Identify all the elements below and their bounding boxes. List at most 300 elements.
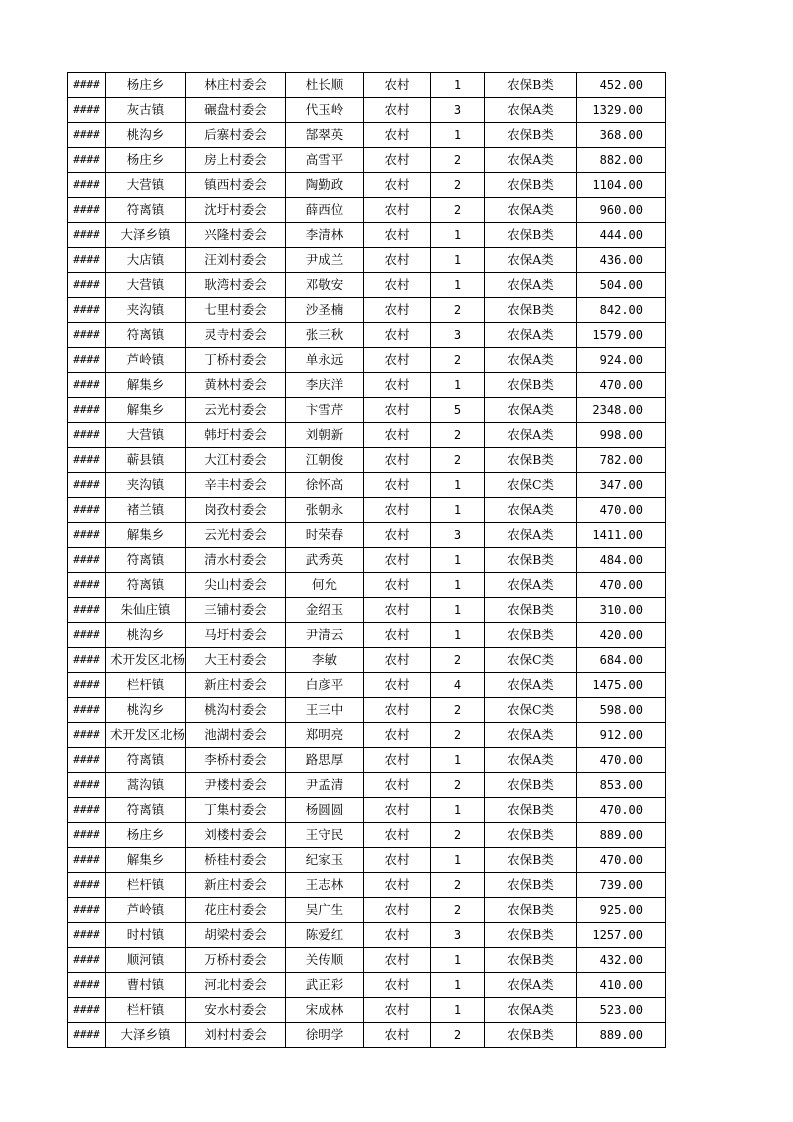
type-cell: 农村: [364, 873, 431, 898]
table-row: [68, 723, 666, 748]
town-cell: 曹村镇: [106, 973, 186, 998]
category-cell: 农保B类: [485, 223, 577, 248]
category-cell: 农保A类: [485, 498, 577, 523]
name-cell: 金绍玉: [286, 598, 364, 623]
category-cell: 农保A类: [485, 398, 577, 423]
table-row: [68, 923, 666, 948]
table-row: [68, 398, 666, 423]
category-cell: 农保A类: [485, 523, 577, 548]
type-cell: 农村: [364, 398, 431, 423]
amount-cell: 912.00: [577, 723, 666, 748]
table-row: [68, 748, 666, 773]
count-cell: 2: [431, 423, 485, 448]
category-cell: 农保A类: [485, 748, 577, 773]
row-id-cell: ####: [68, 148, 106, 173]
name-cell: 武秀英: [286, 548, 364, 573]
amount-cell: 470.00: [577, 748, 666, 773]
category-cell: 农保A类: [485, 323, 577, 348]
row-id-cell: ####: [68, 198, 106, 223]
table-row: [68, 98, 666, 123]
table-row: [68, 73, 666, 98]
type-cell: 农村: [364, 548, 431, 573]
village-cell: 花庄村委会: [186, 898, 286, 923]
count-cell: 3: [431, 523, 485, 548]
row-id-cell: ####: [68, 948, 106, 973]
village-cell: 刘楼村委会: [186, 823, 286, 848]
row-id-cell: ####: [68, 598, 106, 623]
town-cell: 蒿沟镇: [106, 773, 186, 798]
category-cell: 农保B类: [485, 373, 577, 398]
row-id-cell: ####: [68, 248, 106, 273]
name-cell: 杜长顺: [286, 73, 364, 98]
table-row: [68, 423, 666, 448]
table-row: [68, 623, 666, 648]
name-cell: 单永远: [286, 348, 364, 373]
category-cell: 农保C类: [485, 473, 577, 498]
town-cell: 芦岭镇: [106, 898, 186, 923]
row-id-cell: ####: [68, 798, 106, 823]
category-cell: 农保B类: [485, 623, 577, 648]
amount-cell: 782.00: [577, 448, 666, 473]
amount-cell: 1329.00: [577, 98, 666, 123]
town-cell: 杨庄乡: [106, 823, 186, 848]
count-cell: 1: [431, 373, 485, 398]
table-row: [68, 123, 666, 148]
table-row: [68, 573, 666, 598]
type-cell: 农村: [364, 298, 431, 323]
row-id-cell: ####: [68, 698, 106, 723]
row-id-cell: ####: [68, 323, 106, 348]
row-id-cell: ####: [68, 623, 106, 648]
category-cell: 农保B类: [485, 798, 577, 823]
type-cell: 农村: [364, 148, 431, 173]
amount-cell: 368.00: [577, 123, 666, 148]
count-cell: 1: [431, 248, 485, 273]
row-id-cell: ####: [68, 573, 106, 598]
row-id-cell: ####: [68, 398, 106, 423]
table-row: [68, 848, 666, 873]
amount-cell: 432.00: [577, 948, 666, 973]
name-cell: 宋成林: [286, 998, 364, 1023]
name-cell: 陈爱红: [286, 923, 364, 948]
village-cell: 兴隆村委会: [186, 223, 286, 248]
category-cell: 农保A类: [485, 673, 577, 698]
amount-cell: 470.00: [577, 798, 666, 823]
table-row: [68, 223, 666, 248]
amount-cell: 889.00: [577, 1023, 666, 1048]
name-cell: 王三中: [286, 698, 364, 723]
village-cell: 清水村委会: [186, 548, 286, 573]
category-cell: 农保A类: [485, 198, 577, 223]
amount-cell: 1257.00: [577, 923, 666, 948]
count-cell: 2: [431, 723, 485, 748]
town-cell: 时村镇: [106, 923, 186, 948]
amount-cell: 925.00: [577, 898, 666, 923]
type-cell: 农村: [364, 173, 431, 198]
village-cell: 辛丰村委会: [186, 473, 286, 498]
village-cell: 大王村委会: [186, 648, 286, 673]
village-cell: 胡梁村委会: [186, 923, 286, 948]
name-cell: 路思厚: [286, 748, 364, 773]
count-cell: 1: [431, 548, 485, 573]
name-cell: 纪家玉: [286, 848, 364, 873]
town-cell: 符离镇: [106, 198, 186, 223]
town-cell: 符离镇: [106, 323, 186, 348]
category-cell: 农保B类: [485, 298, 577, 323]
type-cell: 农村: [364, 123, 431, 148]
town-cell: 栏杆镇: [106, 673, 186, 698]
row-id-cell: ####: [68, 873, 106, 898]
table-row: [68, 498, 666, 523]
amount-cell: 470.00: [577, 848, 666, 873]
category-cell: 农保B类: [485, 173, 577, 198]
amount-cell: 504.00: [577, 273, 666, 298]
town-cell: 术开发区北杨: [106, 723, 186, 748]
village-cell: 新庄村委会: [186, 673, 286, 698]
category-cell: 农保B类: [485, 548, 577, 573]
village-cell: 林庄村委会: [186, 73, 286, 98]
amount-cell: 889.00: [577, 823, 666, 848]
town-cell: 大泽乡镇: [106, 1023, 186, 1048]
count-cell: 2: [431, 698, 485, 723]
category-cell: 农保B类: [485, 123, 577, 148]
row-id-cell: ####: [68, 523, 106, 548]
category-cell: 农保B类: [485, 848, 577, 873]
village-cell: 碾盘村委会: [186, 98, 286, 123]
name-cell: 王志林: [286, 873, 364, 898]
row-id-cell: ####: [68, 898, 106, 923]
village-cell: 大江村委会: [186, 448, 286, 473]
town-cell: 朱仙庄镇: [106, 598, 186, 623]
town-cell: 解集乡: [106, 398, 186, 423]
town-cell: 褚兰镇: [106, 498, 186, 523]
amount-cell: 470.00: [577, 573, 666, 598]
amount-cell: 420.00: [577, 623, 666, 648]
count-cell: 4: [431, 673, 485, 698]
name-cell: 吴广生: [286, 898, 364, 923]
count-cell: 5: [431, 398, 485, 423]
data-table: [67, 72, 666, 1048]
amount-cell: 1579.00: [577, 323, 666, 348]
type-cell: 农村: [364, 223, 431, 248]
category-cell: 农保A类: [485, 573, 577, 598]
table-row: [68, 948, 666, 973]
count-cell: 2: [431, 898, 485, 923]
town-cell: 大泽乡镇: [106, 223, 186, 248]
village-cell: 后寨村委会: [186, 123, 286, 148]
table-row: [68, 348, 666, 373]
type-cell: 农村: [364, 748, 431, 773]
amount-cell: 924.00: [577, 348, 666, 373]
name-cell: 薛西位: [286, 198, 364, 223]
category-cell: 农保B类: [485, 1023, 577, 1048]
type-cell: 农村: [364, 373, 431, 398]
type-cell: 农村: [364, 698, 431, 723]
town-cell: 解集乡: [106, 523, 186, 548]
town-cell: 灰古镇: [106, 98, 186, 123]
name-cell: 代玉岭: [286, 98, 364, 123]
row-id-cell: ####: [68, 123, 106, 148]
town-cell: 栏杆镇: [106, 998, 186, 1023]
category-cell: 农保B类: [485, 898, 577, 923]
town-cell: 桃沟乡: [106, 698, 186, 723]
town-cell: 术开发区北杨: [106, 648, 186, 673]
row-id-cell: ####: [68, 73, 106, 98]
type-cell: 农村: [364, 948, 431, 973]
count-cell: 1: [431, 848, 485, 873]
town-cell: 夹沟镇: [106, 473, 186, 498]
count-cell: 2: [431, 198, 485, 223]
name-cell: 时荣春: [286, 523, 364, 548]
amount-cell: 1411.00: [577, 523, 666, 548]
row-id-cell: ####: [68, 348, 106, 373]
village-cell: 池湖村委会: [186, 723, 286, 748]
name-cell: 邓敬安: [286, 273, 364, 298]
row-id-cell: ####: [68, 673, 106, 698]
name-cell: 卞雪芹: [286, 398, 364, 423]
name-cell: 江朝俊: [286, 448, 364, 473]
count-cell: 1: [431, 223, 485, 248]
count-cell: 1: [431, 498, 485, 523]
village-cell: 安水村委会: [186, 998, 286, 1023]
name-cell: 郜翠英: [286, 123, 364, 148]
type-cell: 农村: [364, 773, 431, 798]
count-cell: 1: [431, 798, 485, 823]
table-row: [68, 1023, 666, 1048]
count-cell: 1: [431, 73, 485, 98]
category-cell: 农保B类: [485, 923, 577, 948]
town-cell: 桃沟乡: [106, 123, 186, 148]
table-row: [68, 448, 666, 473]
table-row: [68, 248, 666, 273]
table-row: [68, 823, 666, 848]
count-cell: 1: [431, 748, 485, 773]
amount-cell: 1475.00: [577, 673, 666, 698]
name-cell: 陶勤政: [286, 173, 364, 198]
name-cell: 尹清云: [286, 623, 364, 648]
village-cell: 桃沟村委会: [186, 698, 286, 723]
category-cell: 农保B类: [485, 873, 577, 898]
table-row: [68, 973, 666, 998]
table-row: [68, 548, 666, 573]
amount-cell: 452.00: [577, 73, 666, 98]
village-cell: 韩圩村委会: [186, 423, 286, 448]
amount-cell: 436.00: [577, 248, 666, 273]
town-cell: 大店镇: [106, 248, 186, 273]
type-cell: 农村: [364, 848, 431, 873]
table-body: [68, 73, 666, 1048]
type-cell: 农村: [364, 598, 431, 623]
table-row: [68, 698, 666, 723]
name-cell: 高雪平: [286, 148, 364, 173]
category-cell: 农保A类: [485, 973, 577, 998]
count-cell: 1: [431, 473, 485, 498]
town-cell: 解集乡: [106, 373, 186, 398]
village-cell: 云光村委会: [186, 398, 286, 423]
count-cell: 2: [431, 148, 485, 173]
type-cell: 农村: [364, 923, 431, 948]
amount-cell: 684.00: [577, 648, 666, 673]
amount-cell: 523.00: [577, 998, 666, 1023]
count-cell: 1: [431, 123, 485, 148]
amount-cell: 310.00: [577, 598, 666, 623]
name-cell: 张三秋: [286, 323, 364, 348]
count-cell: 2: [431, 1023, 485, 1048]
village-cell: 岗孜村委会: [186, 498, 286, 523]
village-cell: 刘村村委会: [186, 1023, 286, 1048]
category-cell: 农保B类: [485, 73, 577, 98]
town-cell: 夹沟镇: [106, 298, 186, 323]
village-cell: 新庄村委会: [186, 873, 286, 898]
row-id-cell: ####: [68, 423, 106, 448]
table-row: [68, 323, 666, 348]
table-row: [68, 998, 666, 1023]
name-cell: 尹孟清: [286, 773, 364, 798]
town-cell: 顺河镇: [106, 948, 186, 973]
category-cell: 农保C类: [485, 648, 577, 673]
name-cell: 白彦平: [286, 673, 364, 698]
village-cell: 桥桂村委会: [186, 848, 286, 873]
row-id-cell: ####: [68, 823, 106, 848]
table-row: [68, 648, 666, 673]
type-cell: 农村: [364, 198, 431, 223]
type-cell: 农村: [364, 998, 431, 1023]
village-cell: 房上村委会: [186, 148, 286, 173]
category-cell: 农保A类: [485, 723, 577, 748]
count-cell: 1: [431, 948, 485, 973]
amount-cell: 470.00: [577, 373, 666, 398]
type-cell: 农村: [364, 323, 431, 348]
town-cell: 栏杆镇: [106, 873, 186, 898]
table-row: [68, 298, 666, 323]
category-cell: 农保B类: [485, 823, 577, 848]
row-id-cell: ####: [68, 173, 106, 198]
name-cell: 杨圆圆: [286, 798, 364, 823]
row-id-cell: ####: [68, 923, 106, 948]
category-cell: 农保B类: [485, 448, 577, 473]
name-cell: 李庆洋: [286, 373, 364, 398]
village-cell: 耿湾村委会: [186, 273, 286, 298]
village-cell: 马圩村委会: [186, 623, 286, 648]
count-cell: 2: [431, 873, 485, 898]
type-cell: 农村: [364, 798, 431, 823]
name-cell: 张朝永: [286, 498, 364, 523]
amount-cell: 470.00: [577, 498, 666, 523]
name-cell: 武正彩: [286, 973, 364, 998]
village-cell: 万桥村委会: [186, 948, 286, 973]
type-cell: 农村: [364, 73, 431, 98]
row-id-cell: ####: [68, 748, 106, 773]
amount-cell: 853.00: [577, 773, 666, 798]
type-cell: 农村: [364, 723, 431, 748]
village-cell: 尖山村委会: [186, 573, 286, 598]
type-cell: 农村: [364, 498, 431, 523]
row-id-cell: ####: [68, 648, 106, 673]
amount-cell: 598.00: [577, 698, 666, 723]
town-cell: 桃沟乡: [106, 623, 186, 648]
name-cell: 王守民: [286, 823, 364, 848]
category-cell: 农保C类: [485, 698, 577, 723]
type-cell: 农村: [364, 348, 431, 373]
type-cell: 农村: [364, 523, 431, 548]
category-cell: 农保A类: [485, 273, 577, 298]
category-cell: 农保A类: [485, 148, 577, 173]
type-cell: 农村: [364, 573, 431, 598]
count-cell: 2: [431, 823, 485, 848]
category-cell: 农保B类: [485, 773, 577, 798]
table-row: [68, 373, 666, 398]
name-cell: 徐怀高: [286, 473, 364, 498]
town-cell: 大营镇: [106, 273, 186, 298]
village-cell: 丁集村委会: [186, 798, 286, 823]
amount-cell: 444.00: [577, 223, 666, 248]
village-cell: 沈圩村委会: [186, 198, 286, 223]
type-cell: 农村: [364, 473, 431, 498]
town-cell: 大营镇: [106, 173, 186, 198]
category-cell: 农保A类: [485, 248, 577, 273]
row-id-cell: ####: [68, 998, 106, 1023]
table-row: [68, 523, 666, 548]
category-cell: 农保A类: [485, 348, 577, 373]
table-row: [68, 473, 666, 498]
count-cell: 1: [431, 598, 485, 623]
count-cell: 1: [431, 573, 485, 598]
amount-cell: 1104.00: [577, 173, 666, 198]
town-cell: 芦岭镇: [106, 348, 186, 373]
name-cell: 何允: [286, 573, 364, 598]
amount-cell: 484.00: [577, 548, 666, 573]
amount-cell: 960.00: [577, 198, 666, 223]
row-id-cell: ####: [68, 548, 106, 573]
village-cell: 丁桥村委会: [186, 348, 286, 373]
village-cell: 李桥村委会: [186, 748, 286, 773]
row-id-cell: ####: [68, 1023, 106, 1048]
count-cell: 1: [431, 623, 485, 648]
village-cell: 汪刘村委会: [186, 248, 286, 273]
row-id-cell: ####: [68, 223, 106, 248]
category-cell: 农保B类: [485, 598, 577, 623]
type-cell: 农村: [364, 823, 431, 848]
name-cell: 郑明亮: [286, 723, 364, 748]
row-id-cell: ####: [68, 473, 106, 498]
type-cell: 农村: [364, 273, 431, 298]
name-cell: 尹成兰: [286, 248, 364, 273]
category-cell: 农保A类: [485, 998, 577, 1023]
name-cell: 沙圣楠: [286, 298, 364, 323]
table-row: [68, 198, 666, 223]
count-cell: 2: [431, 648, 485, 673]
name-cell: 关传顺: [286, 948, 364, 973]
type-cell: 农村: [364, 98, 431, 123]
town-cell: 符离镇: [106, 573, 186, 598]
town-cell: 蕲县镇: [106, 448, 186, 473]
count-cell: 1: [431, 998, 485, 1023]
row-id-cell: ####: [68, 498, 106, 523]
village-cell: 黄林村委会: [186, 373, 286, 398]
row-id-cell: ####: [68, 773, 106, 798]
count-cell: 3: [431, 98, 485, 123]
table-row: [68, 273, 666, 298]
row-id-cell: ####: [68, 848, 106, 873]
table-row: [68, 173, 666, 198]
amount-cell: 842.00: [577, 298, 666, 323]
count-cell: 2: [431, 773, 485, 798]
type-cell: 农村: [364, 423, 431, 448]
village-cell: 尹楼村委会: [186, 773, 286, 798]
count-cell: 1: [431, 973, 485, 998]
table-row: [68, 898, 666, 923]
name-cell: 徐明学: [286, 1023, 364, 1048]
